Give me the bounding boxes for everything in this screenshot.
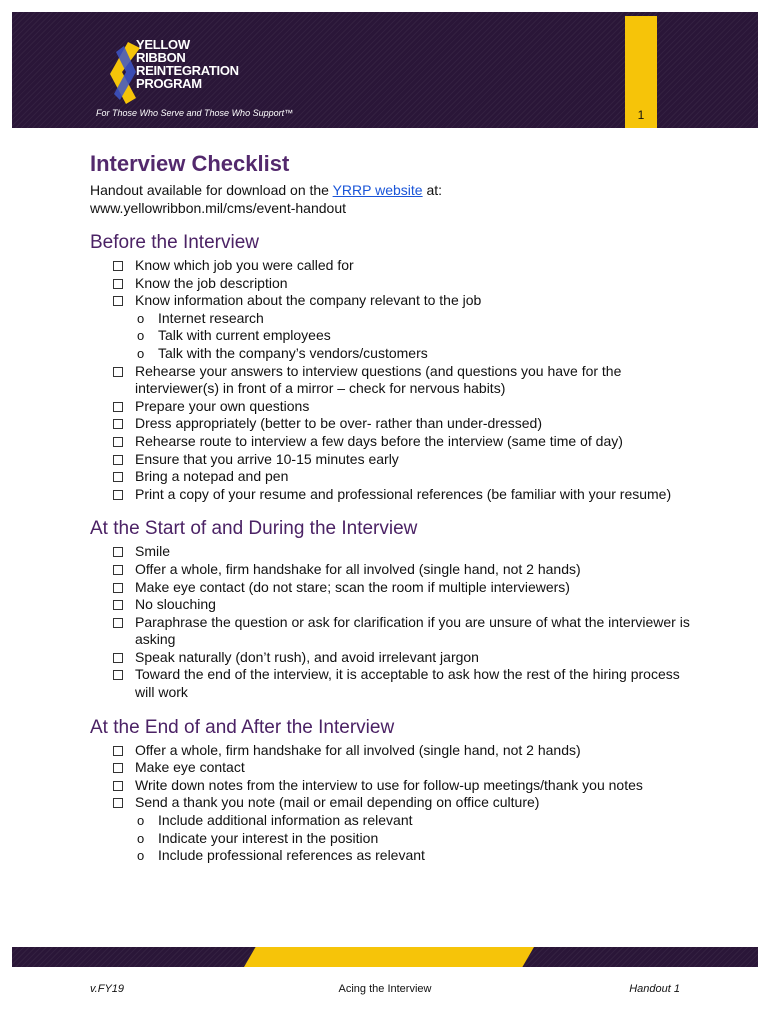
sub-item: o Internet research [135, 310, 690, 328]
checklist-item-text: Rehearse route to interview a few days before the interview (same time of day) [135, 432, 623, 449]
checklist [90, 543, 690, 701]
checklist-item-text: Speak naturally (don’t rush), and avoid irrelevant jargon [135, 648, 479, 665]
yrrp-logo [96, 34, 296, 134]
checklist-item-text: No slouching [135, 596, 216, 613]
checklist-item-text: Prepare your own questions [135, 397, 310, 414]
checklist [90, 742, 690, 865]
checklist-item-text: Know the job description [135, 274, 288, 291]
intro-prefix: Handout available for download on the [90, 182, 333, 198]
checklist-item[interactable] [90, 649, 690, 667]
checklist-item[interactable] [90, 468, 690, 486]
checklist-item[interactable] [90, 777, 690, 795]
footer-handout-label: Handout 1 [629, 983, 680, 995]
page-title: Interview Checklist [90, 151, 290, 176]
checklist-item[interactable] [90, 759, 690, 777]
checklist-item-text: Toward the end of the interview, it is acceptable to ask how the rest of the hiring process will work [135, 666, 680, 701]
checklist-item-text: Make eye contact (do not stare; scan the room if multiple interviewers) [135, 578, 570, 595]
checklist-item[interactable] [90, 614, 690, 649]
footer-version: v.FY19 [90, 983, 125, 995]
handout-url: www.yellowribbon.mil/cms/event-handout [90, 200, 346, 216]
checklist [90, 257, 690, 503]
sub-item: o Talk with current employees [135, 327, 690, 345]
checklist-item-text: Dress appropriately (better to be over- rather than under-dressed) [135, 415, 542, 432]
checklist-item[interactable] [90, 742, 690, 760]
checklist-item-text: Write down notes from the interview to use for follow-up meetings/thank you notes [135, 776, 643, 793]
section-heading: Before the Interview [90, 232, 259, 253]
checklist-item[interactable] [90, 292, 690, 362]
sub-item: o Talk with the company’s vendors/customers [135, 345, 690, 363]
sub-list [135, 812, 690, 865]
page-tab [625, 16, 657, 128]
checklist-item[interactable] [90, 794, 690, 864]
checklist-item[interactable] [90, 543, 690, 561]
checklist-item-text: Know which job you were called for [135, 257, 354, 273]
logo-line-3: REINTEGRATION [136, 63, 239, 78]
checklist-item[interactable] [90, 275, 690, 293]
checklist-item[interactable] [90, 433, 690, 451]
checklist-item[interactable] [90, 561, 690, 579]
checklist-item[interactable] [90, 486, 690, 504]
checklist-item-text: Smile [135, 543, 171, 560]
checklist-sections [90, 231, 690, 865]
checklist-item[interactable] [90, 579, 690, 597]
section-heading: At the Start of and During the Interview [90, 518, 418, 540]
checklist-item-text: Ensure that you arrive 10-15 minutes early [135, 450, 399, 467]
checklist-item[interactable] [90, 596, 690, 614]
logo-line-2: RIBBON [136, 50, 186, 65]
section-heading: At the End of and After the Interview [90, 716, 395, 738]
sub-item: o Include additional information as relevant [135, 812, 690, 830]
checklist-item[interactable] [90, 451, 690, 469]
checklist-item-text: Paraphrase the question or ask for clarification if you are unsure of what the interviewer is asking [135, 613, 690, 648]
logo-line-1: YELLOW [136, 37, 190, 52]
checklist-item[interactable] [90, 415, 690, 433]
page-number: 1 [637, 108, 645, 122]
checklist-item-text: Print a copy of your resume and professional references (be familiar with your resume) [135, 485, 672, 502]
checklist-item[interactable] [90, 666, 690, 701]
sub-item: o Include professional references as relevant [135, 847, 690, 865]
checklist-item-text: Know information about the company relevant to the job [135, 292, 482, 309]
document-body [90, 150, 690, 865]
checklist-item-text: Bring a notepad and pen [135, 468, 289, 485]
footer-title: Acing the Interview [338, 983, 432, 995]
sub-item: o Indicate your interest in the position [135, 830, 690, 848]
checklist-item[interactable] [90, 363, 690, 398]
sub-list [135, 310, 690, 363]
intro-text [90, 181, 690, 217]
checklist-item[interactable] [90, 257, 690, 275]
checklist-item-text: Make eye contact [135, 759, 245, 776]
yrrp-website-link[interactable]: YRRP website [332, 182, 423, 198]
footer-accent [244, 947, 534, 967]
checklist-item-text: Rehearse your answers to interview questions (and questions you have for the interviewer(s) in front of a mirror – check for nervous habits) [135, 362, 622, 397]
checklist-item-text: Offer a whole, firm handshake for all involved (single hand, not 2 hands) [135, 741, 581, 758]
logo-line-4: PROGRAM [136, 76, 202, 91]
intro-suffix: at: [422, 182, 443, 198]
checklist-item[interactable] [90, 398, 690, 416]
checklist-item-text: Send a thank you note (mail or email depending on office culture) [135, 794, 540, 811]
logo-tagline: For Those Who Serve and Those Who Support™ [96, 108, 294, 118]
checklist-item-text: Offer a whole, firm handshake for all involved (single hand, not 2 hands) [135, 560, 581, 577]
